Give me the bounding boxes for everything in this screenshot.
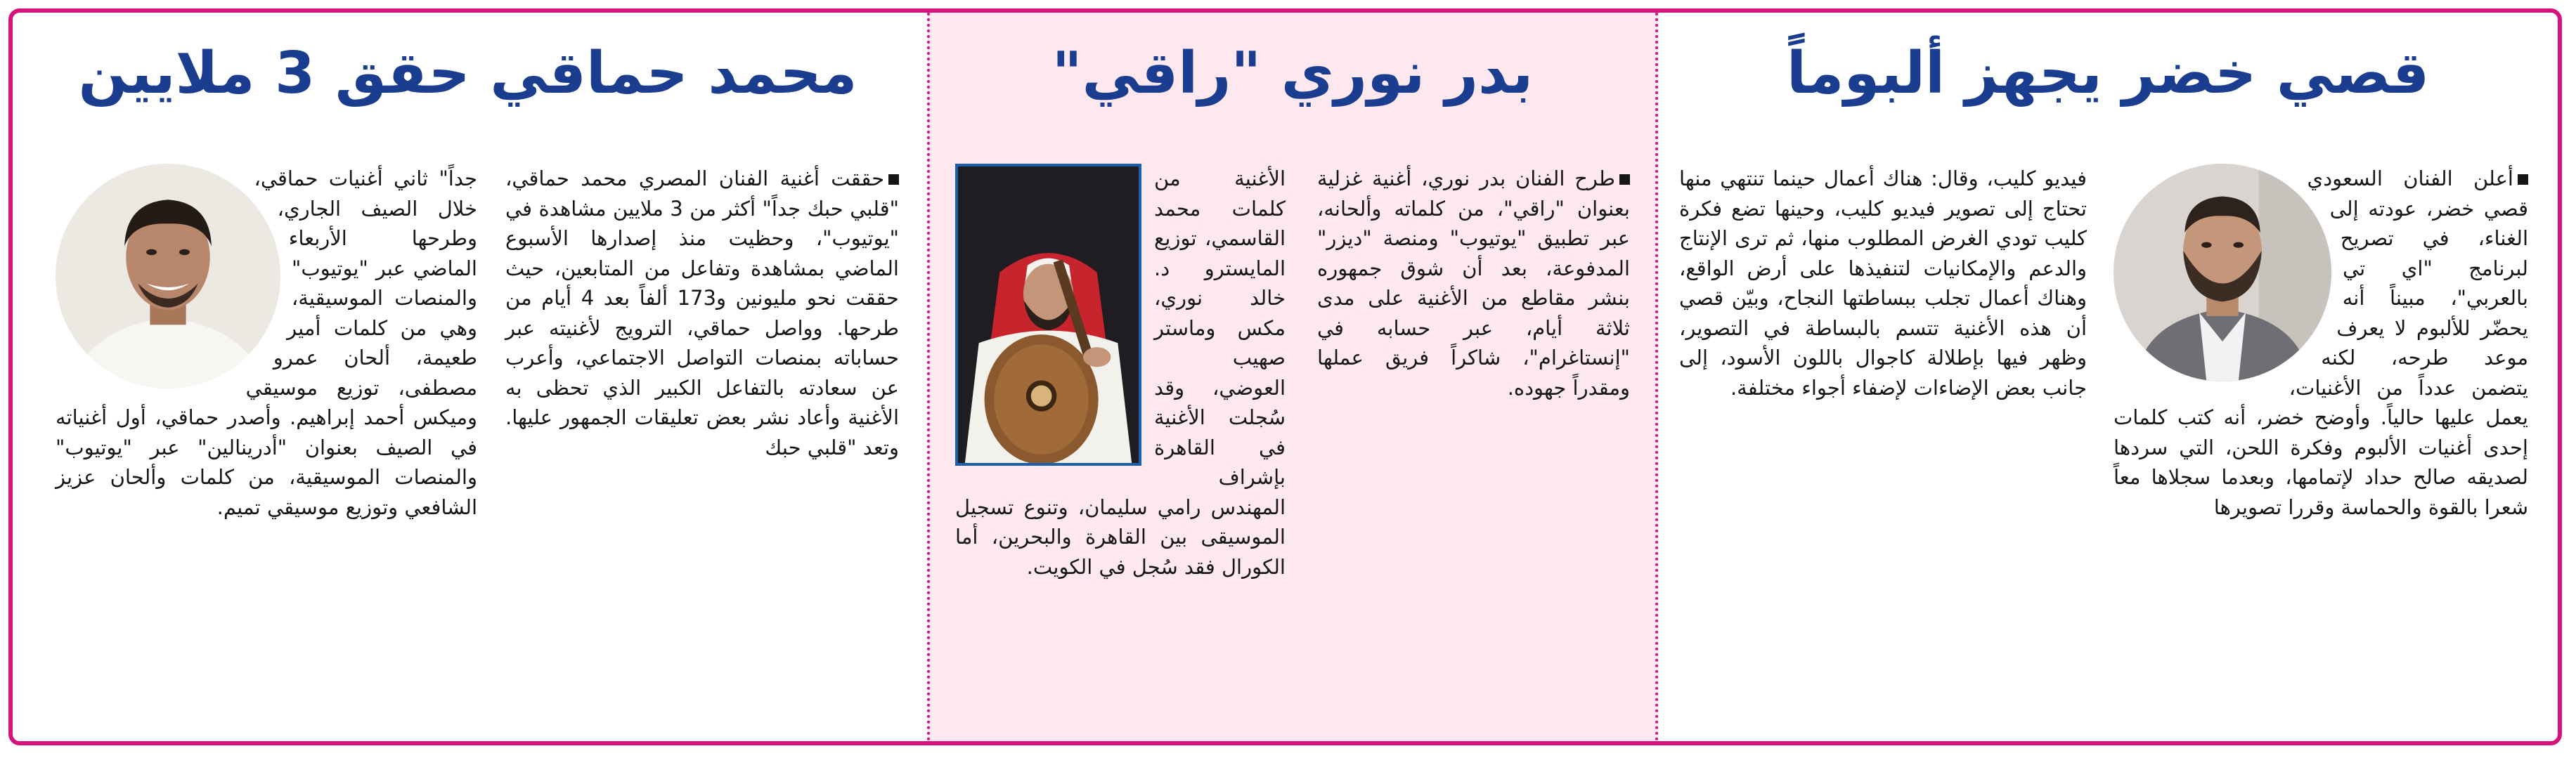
badr-col1-text: طرح الفنان بدر نوري، أغنية غزلية بعنوان "راقي"، من كلماته وألحانه، عبر تطبيق "يوتيوب" ومنصة "ديزر" المدفوعة، بعد أن شوق جمهوره بنشر مقاطع من الأغنية على مدى ثلاثة أيام، عبر حسابه في "إنستاغرام"، شاكراً فريق عملها ومقدراً جهوده.	[1317, 166, 1630, 400]
bullet-icon	[1619, 174, 1630, 185]
article-hamaki-column-1	[505, 164, 899, 462]
man-with-oud-icon	[958, 166, 1139, 463]
badr-photo	[955, 164, 1141, 466]
portrait-smiling-man-icon	[56, 164, 280, 388]
article-qusai-column-1	[2114, 164, 2528, 522]
article-mohamed-hamaki	[8, 13, 927, 741]
qusai-photo	[2114, 164, 2331, 381]
article-hamaki-column-2	[56, 164, 477, 522]
article-qusai-khader	[1658, 13, 2558, 741]
headline-hamaki: محمد حماقي حقق 3 ملايين	[78, 40, 857, 107]
article-badr-column-1	[1317, 164, 1630, 403]
qusai-col1-text: أعلن الفنان السعودي قصي خضر، عودته إلى الغناء، في تصريح لبرنامج "اي تي بالعربي"، مبيناً أنه يحضّر للألبوم لا يعرف موعد طرحه، لكنه يتضمن عدداً من الأغنيات، يعمل عليها حالياً. وأوضح خضر، أنه كتب كلمات إحدى أغنيات الألبوم وفكرة اللحن، التي سردها لصديقه صالح حداد لإتمامها، وبعدما سجلاها معاً شعرا بالقوة والحماسة وقررا تصويرها	[2114, 166, 2528, 519]
article-badr-nouri	[927, 13, 1658, 741]
hamaki-col1-text: حققت أغنية الفنان المصري محمد حماقي، "قلبي حبك جداً" أكثر من 3 ملايين مشاهدة في "يوتيوب"، وحظيت منذ إصدارها الأسبوع الماضي بمشاهدة وتفاعل من المتابعين، حيث حققت نحو مليونين و173 ألفاً بعد 4 أيام من طرحها. وواصل حماقي، الترويج لأغنيته عبر حساباته بمنصات التواصل الاجتماعي، وأعرب عن سعادته بالتفاعل الكبير الذي تحظى به الأغنية وأعاد نشر بعض تعليقات الجمهور عليها. وتعد "قلبي حبك	[505, 166, 899, 459]
hamaki-col2-text: جداً" ثاني أغنيات حماقي، خلال الصيف الجاري، وطرحها الأربعاء الماضي عبر "يوتيوب" والمنصات الموسيقية، وهي من كلمات أمير طعيمة، ألحان عمرو مصطفى، توزيع موسيقي وميكس أحمد إبراهيم. وأصدر حماقي، أول أغنياته في الصيف بعنوان "أدرينالين" عبر "يوتيوب" والمنصات الموسيقية، من كلمات وألحان عزيز الشافعي وتوزيع موسيقي تميم.	[56, 166, 477, 519]
badr-col2-text: الأغنية من كلمات محمد القاسمي، توزيع المايسترو د. خالد نوري، مكس وماستر صهيب العوضي، وقد سُجلت الأغنية في القاهرة بإشراف المهندس رامي سليمان، وتنوع تسجيل الموسيقى بين القاهرة والبحرين، أما الكورال فقد سُجل في الكويت.	[955, 166, 1286, 579]
headline-qusai: قصي خضر يجهز ألبوماً	[1786, 40, 2430, 107]
qusai-col2-text: فيديو كليب، وقال: هناك أعمال حينما تنتهي منها تحتاج إلى تصوير فيديو كليب، وحينها تضع فكرة كليب تودي الغرض المطلوب منها، ثم ترى الإنتاج والدعم والإمكانيات لتنفيذها على أرض الواقع، وهناك أعمال تجلب ببساطتها النجاح، وبيّن قصي أن هذه الأغنية تتسم بالبساطة في التصوير، وظهر فيها بإطلالة كاجوال باللون الأسود، إلى جانب بعض الإضاءات لإضفاء أجواء مختلفة.	[1679, 166, 2087, 400]
article-badr-column-2	[955, 164, 1286, 582]
portrait-man-grey-vest-icon	[2114, 164, 2331, 381]
bullet-icon	[888, 174, 899, 185]
article-qusai-column-2	[1679, 164, 2087, 403]
headline-badr: بدر نوري "راقي"	[1051, 40, 1534, 107]
newspaper-page	[8, 8, 2562, 745]
hamaki-photo	[56, 164, 280, 388]
bullet-icon	[2518, 174, 2528, 185]
